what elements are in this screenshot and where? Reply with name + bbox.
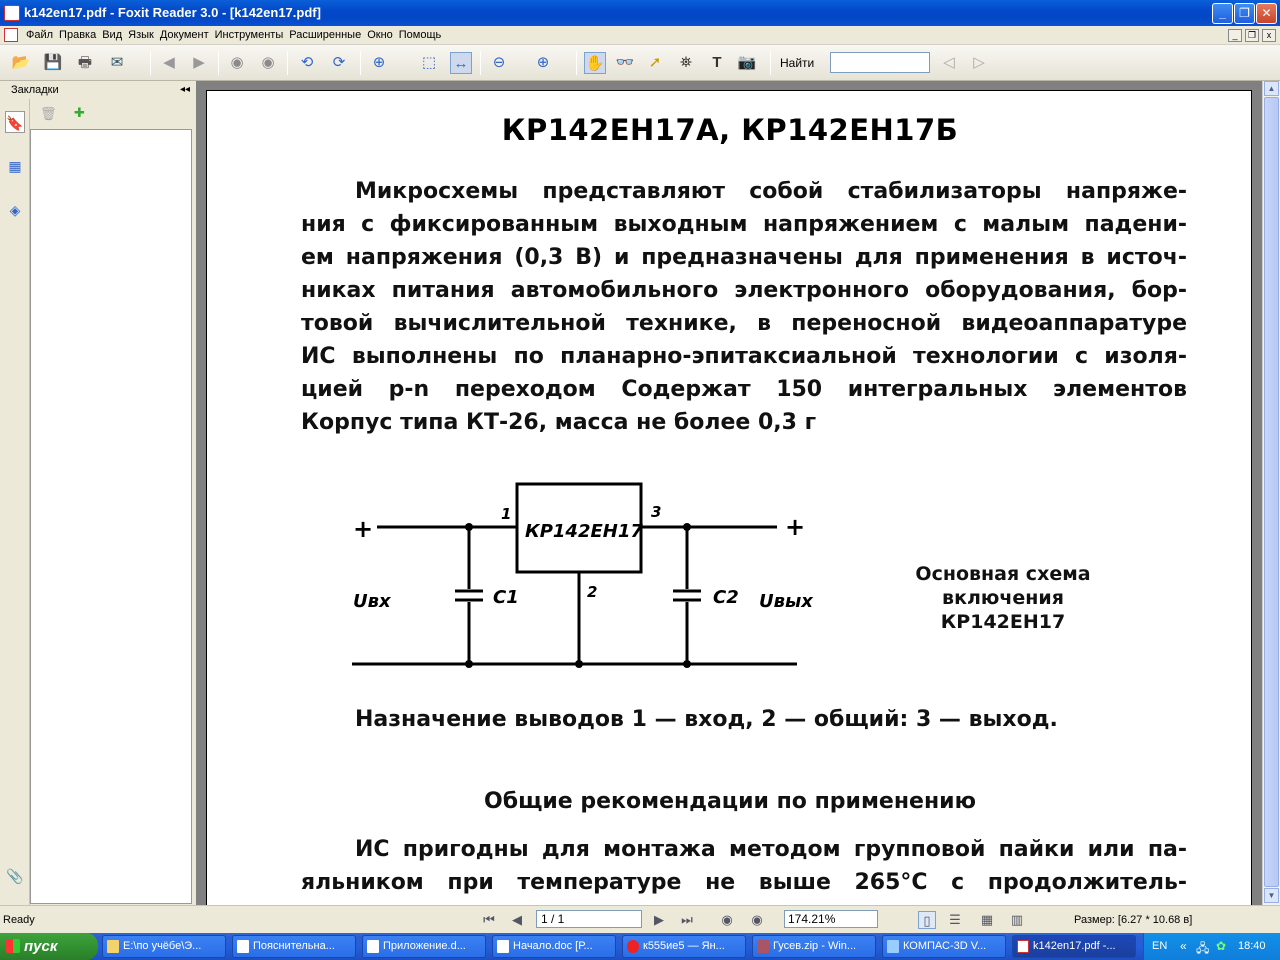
start-button[interactable] (0, 933, 98, 960)
toolbar (0, 45, 1280, 81)
next-page-icon[interactable]: ▶ (654, 912, 664, 927)
text-line: Корпус типа КТ-26, масса не более 0,3 г (301, 410, 817, 435)
prev-view-icon[interactable]: ◉ (230, 54, 244, 71)
attachment-icon[interactable]: 📎 (6, 868, 24, 884)
binoculars-icon[interactable]: ⛯ (679, 54, 692, 71)
tray-app-icon[interactable]: ✿ (1216, 939, 1227, 953)
menu-edit[interactable]: Правка (59, 29, 97, 41)
pin-3-label: 3 (651, 503, 662, 521)
uout-label: Uвых (759, 591, 813, 612)
paragraph-recommendations (301, 833, 1187, 899)
word-icon (367, 940, 379, 953)
text-line: ем напряжения (0,3 В) и предназначены для применения в источ- (301, 245, 1187, 270)
system-tray (1143, 933, 1280, 960)
menu-document[interactable]: Документ (159, 29, 209, 41)
email-icon[interactable]: ✉ (110, 54, 124, 71)
kompas-icon (887, 940, 899, 953)
task-button-active[interactable]: k142en17.pdf -... (1012, 935, 1136, 958)
task-button[interactable]: к555ие5 — Ян... (622, 935, 746, 958)
menu-window[interactable]: Окно (367, 29, 393, 41)
doc-minimize-button[interactable]: _ (1228, 29, 1242, 42)
page-number-input[interactable]: 1 / 1 (536, 910, 642, 928)
title-bar (0, 0, 1280, 26)
word-icon (237, 940, 249, 953)
print-icon[interactable]: 🖶 (77, 54, 93, 71)
section-heading: Общие рекомендации по применению (484, 789, 976, 814)
find-next-icon[interactable]: ▷ (973, 54, 985, 71)
glasses-icon[interactable]: 👓 (615, 54, 635, 71)
text-line: ИС пригодны для монтажа методом групповой пайки или па- (355, 837, 1187, 862)
scroll-thumb[interactable] (1264, 97, 1279, 887)
bookmarks-title: Закладки (11, 84, 59, 96)
collapse-panel-icon[interactable]: ◂◂ (180, 84, 191, 95)
first-page-icon[interactable]: ⏮ (483, 912, 495, 927)
next-view-icon[interactable]: ◉ (261, 54, 275, 71)
task-button[interactable]: Гусев.zip - Win... (752, 935, 876, 958)
menu-file[interactable]: Файл (26, 29, 54, 41)
task-button[interactable]: КОМПАС-3D V... (882, 935, 1006, 958)
app-icon (4, 5, 20, 21)
close-button[interactable]: ✕ (1256, 3, 1277, 24)
minimize-button[interactable]: _ (1212, 3, 1233, 24)
task-button[interactable]: Начало.doc [Р... (492, 935, 616, 958)
text-line: яльником при температуре не выше 265°С с продолжитель- (301, 870, 1187, 895)
pin-1-label: 1 (501, 505, 512, 523)
text-line: товой вычислительной технике, в переносной видеоаппаратуре (301, 311, 1187, 336)
folder-icon (107, 940, 119, 953)
bookmarks-tools (30, 99, 196, 129)
zoom-out-icon[interactable]: ⊖ (492, 54, 506, 71)
prev-page-icon[interactable]: ◀ (512, 912, 522, 927)
zoom-in-icon[interactable]: ⊕ (372, 54, 386, 71)
document-viewer[interactable] (196, 81, 1262, 905)
page-size-text: Размер: [6.27 * 10.68 в] (1074, 914, 1193, 926)
opera-icon (627, 940, 639, 953)
task-button[interactable]: Пояснительна... (232, 935, 356, 958)
caption-line: КР142ЕН17 (940, 611, 1066, 633)
bookmarks-icon[interactable]: 🔖 (5, 111, 25, 133)
paragraph-intro (301, 175, 1187, 439)
text-select-icon[interactable]: T (712, 54, 722, 71)
taskbar (0, 933, 1280, 960)
single-page-icon[interactable]: ▯ (918, 911, 936, 929)
maximize-button[interactable]: ❐ (1234, 3, 1255, 24)
task-button[interactable]: E:\по учёбе\Э... (102, 935, 226, 958)
uin-label: Uвх (353, 591, 391, 612)
menu-help[interactable]: Помощь (398, 29, 442, 41)
continuous-facing-icon[interactable]: ▥ (1010, 912, 1024, 927)
circuit-caption (853, 562, 1153, 634)
text-line: Микросхемы представляют собой стабилизаторы напряже- (355, 179, 1187, 204)
last-page-icon[interactable]: ⏭ (681, 912, 693, 927)
winrar-icon (757, 940, 769, 953)
clock: 18:40 (1238, 940, 1266, 952)
scroll-down-icon[interactable]: ▼ (1264, 888, 1279, 903)
forward-icon[interactable]: ▶ (193, 54, 205, 71)
menu-bar (0, 26, 1280, 45)
prev-view-status-icon[interactable]: ◉ (721, 912, 733, 927)
c2-label: C2 (713, 587, 739, 608)
left-sidebar (0, 81, 30, 905)
zoom-plus-icon[interactable]: ⊕ (536, 54, 550, 71)
doc-restore-button[interactable]: ❐ (1245, 29, 1259, 42)
text-line: никах питания автомобильного электронного оборудования, бор- (301, 278, 1187, 303)
menu-language[interactable]: Язык (128, 29, 154, 41)
windows-flag-icon (6, 939, 20, 953)
fit-width-icon[interactable]: ↔ (450, 52, 472, 74)
tray-arrow-icon[interactable]: « (1180, 939, 1187, 953)
document-icon (4, 28, 18, 42)
delete-bookmark-icon[interactable]: 🗑 (40, 106, 57, 121)
back-icon[interactable]: ◀ (163, 54, 175, 71)
bookmarks-panel[interactable] (30, 129, 192, 904)
language-indicator[interactable]: EN (1152, 940, 1168, 952)
layers-icon[interactable]: ◈ (9, 202, 21, 218)
save-icon[interactable]: 💾 (43, 54, 63, 71)
pin-assignment: Назначение выводов 1 — вход, 2 — общий: 3 — выход. (355, 707, 1058, 732)
caption-line: Основная схема включения (915, 563, 1091, 609)
foxit-icon (1017, 940, 1029, 953)
zoom-select[interactable]: 174.21% (784, 910, 878, 928)
text-line: ИС выполнены по планарно-эпитаксиальной технологии с изоля- (301, 344, 1187, 369)
rotate-right-icon[interactable]: ⟳ (332, 54, 346, 71)
pin-2-label: 2 (587, 583, 598, 601)
snapshot-icon[interactable]: 📷 (737, 54, 757, 71)
text-line: ния с фиксированным выходным напряжением с малым падени- (301, 212, 1187, 237)
menu-view[interactable]: Вид (102, 29, 123, 41)
find-label[interactable]: Найти (780, 56, 815, 70)
doc-title: КР142ЕН17А, КР142ЕН17Б (501, 113, 959, 147)
status-bar (0, 905, 1280, 933)
doc-close-button[interactable]: x (1262, 29, 1276, 42)
task-button[interactable]: Приложение.d... (362, 935, 486, 958)
plus-in-label: + (353, 515, 374, 543)
pdf-page (206, 90, 1252, 905)
chip-label: КР142ЕН17 (525, 521, 643, 542)
thumbnails-icon[interactable]: ▦ (8, 158, 22, 174)
menu-tools[interactable]: Инструменты (214, 29, 284, 41)
start-label: пуск (24, 938, 58, 955)
network-icon[interactable]: 🖧 (1196, 941, 1210, 955)
find-input[interactable] (830, 52, 930, 73)
hand-tool-icon[interactable]: ✋ (584, 52, 606, 74)
bookmarks-header (0, 81, 196, 99)
facing-icon[interactable]: ▦ (980, 912, 994, 927)
c1-label: C1 (493, 587, 519, 608)
select-arrow-icon[interactable]: ➚ (648, 54, 662, 71)
status-text: Ready (3, 914, 35, 926)
text-line: цией p-n переходом Содержат 150 интегральных элементов (301, 377, 1187, 402)
window-title: k142en17.pdf - Foxit Reader 3.0 - [k142en17.pdf] (24, 5, 321, 20)
fit-page-icon[interactable]: ⬚ (421, 54, 437, 71)
word-icon (497, 940, 509, 953)
circuit-diagram (347, 481, 817, 681)
open-icon[interactable]: 📂 (11, 54, 31, 71)
find-prev-icon[interactable]: ◁ (943, 54, 955, 71)
add-bookmark-icon[interactable]: ✚ (74, 105, 85, 120)
rotate-left-icon[interactable]: ⟲ (300, 54, 314, 71)
vertical-scrollbar[interactable] (1262, 81, 1280, 905)
next-view-status-icon[interactable]: ◉ (751, 912, 763, 927)
plus-out-label: + (785, 513, 806, 541)
scroll-up-icon[interactable]: ▲ (1264, 81, 1279, 96)
continuous-icon[interactable]: ☰ (949, 912, 961, 927)
menu-advanced[interactable]: Расширенные (289, 29, 362, 41)
